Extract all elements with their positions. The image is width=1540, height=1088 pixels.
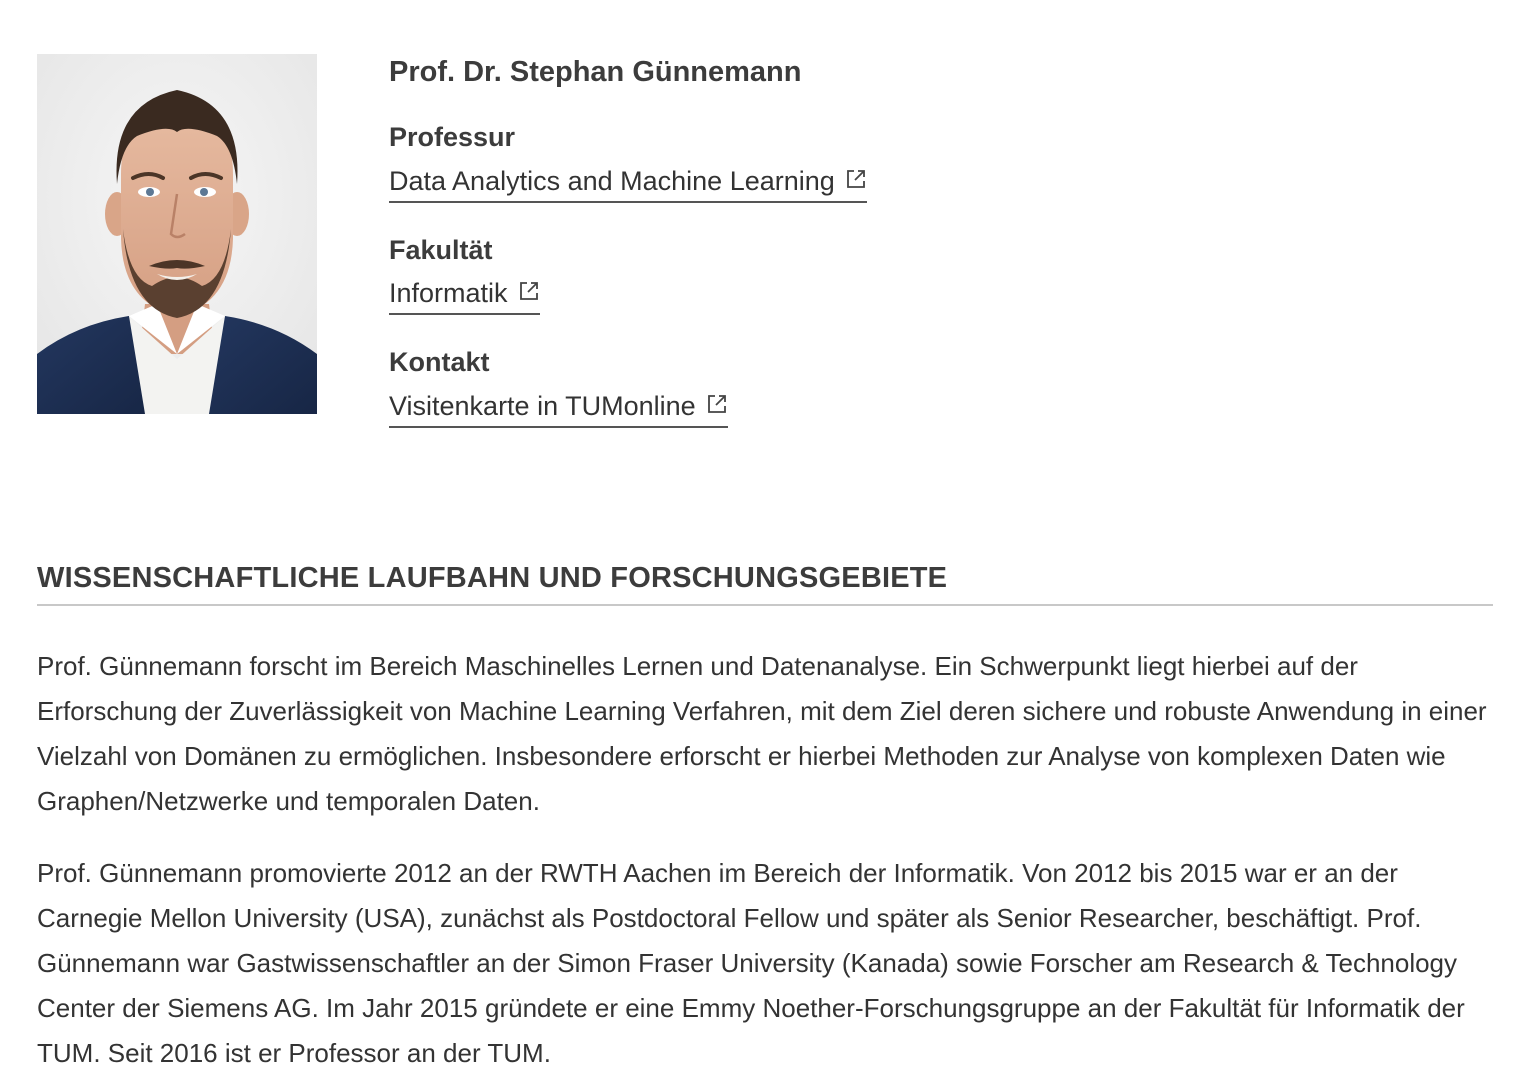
link-kontakt-text: Visitenkarte in TUMonline — [389, 391, 696, 421]
portrait-illustration — [37, 54, 317, 414]
link-fakultaet-text: Informatik — [389, 278, 508, 308]
external-link-icon — [518, 280, 540, 302]
profile-name: Prof. Dr. Stephan Günnemann — [389, 56, 802, 88]
link-professur-text: Data Analytics and Machine Learning — [389, 166, 835, 196]
label-professur: Professur — [389, 122, 516, 152]
link-kontakt[interactable] — [389, 389, 728, 428]
label-kontakt: Kontakt — [389, 347, 490, 377]
profile-card — [37, 54, 1493, 434]
paragraph-career: Prof. Günnemann promovierte 2012 an der RWTH Aachen im Bereich der Informatik. Von 2012 bis 2015 war er an der Carnegie Mellon University (USA), zunächst als Postdoctoral Fellow und später als Senior Researcher, beschäftigt. Prof. Günnemann war Gastwissenschaftler an der Simon Fraser University (Kanada) sowie Forscher am Research & Technology Center der Siemens AG. Im Jahr 2015 gründete er eine Emmy Noether-Forschungsgruppe an der Fakultät für Informatik der TUM. Seit 2016 ist er Professor an der TUM. — [37, 858, 1465, 1068]
link-professur[interactable] — [389, 164, 867, 203]
paragraph-research: Prof. Günnemann forscht im Bereich Maschinelles Lernen und Datenanalyse. Ein Schwerpunkt liegt hierbei auf der Erforschung der Zuverlässigkeit von Machine Learning Verfahren, mit dem Ziel deren sichere und robuste Anwendung in einer Vielzahl von Domänen zu ermöglichen. Insbesondere erforscht er hierbei Methoden zur Analyse von komplexen Daten wie Graphen/Netzwerke und temporalen Daten. — [37, 651, 1487, 816]
external-link-icon — [706, 393, 728, 415]
portrait-photo — [37, 54, 317, 414]
external-link-icon — [845, 168, 867, 190]
label-fakultaet: Fakultät — [389, 235, 493, 265]
link-fakultaet[interactable] — [389, 276, 540, 315]
section-title: WISSENSCHAFTLICHE LAUFBAHN UND FORSCHUNGSGEBIETE — [37, 558, 1493, 606]
